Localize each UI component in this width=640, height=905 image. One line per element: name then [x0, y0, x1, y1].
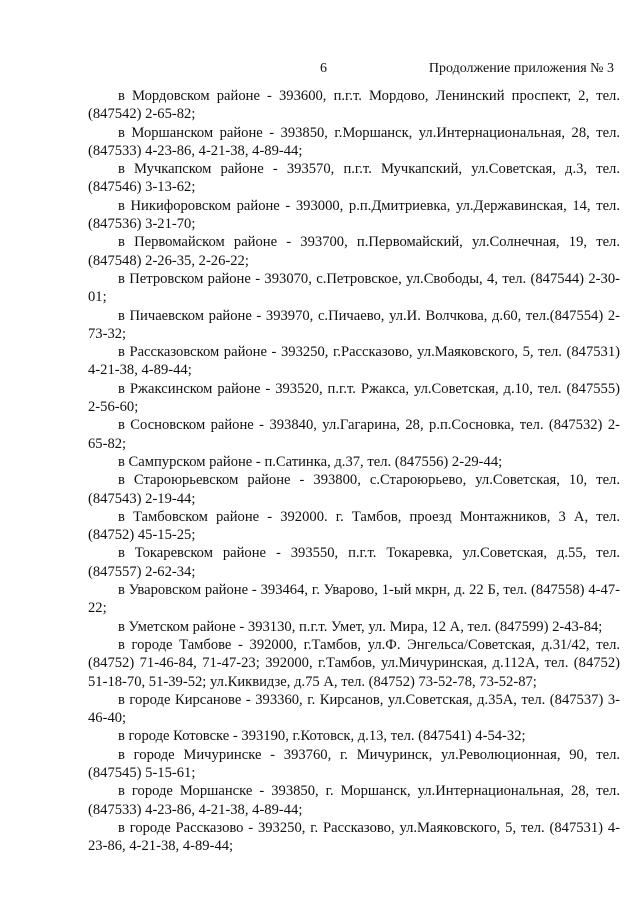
address-entry: в Петровском районе - 393070, с.Петровское, ул.Свободы, 4, тел. (847544) 2-30-01; — [88, 270, 620, 306]
address-entry: в Мордовском районе - 393600, п.г.т. Мордово, Ленинский проспект, 2, тел. (847542) 2-65-82; — [88, 88, 620, 123]
address-entry: в Ржаксинском районе - 393520, п.г.т. Ржакса, ул.Советская, д.10, тел. (847555) 2-56-60; — [88, 380, 620, 416]
address-entry: в Моршанском районе - 393850, г.Моршанск, ул.Интернациональная, 28, тел. (847533) 4-23-86, 4-21-38, 4-89-44; — [88, 124, 620, 159]
address-entry: в Староюрьевском районе - 393800, с.Староюрьево, ул.Советская, 10, тел. (847543) 2-19-44; — [88, 472, 620, 507]
page-number: 6 — [320, 61, 327, 76]
office-address-list — [88, 87, 620, 855]
appendix-continuation-label: Продолжение приложения № 3 — [428, 61, 614, 76]
address-entry: в Сосновском районе - 393840, ул.Гагарина, 28, р.п.Сосновка, тел. (847532) 2-65-82; — [88, 417, 620, 452]
address-entry: в городе Рассказово - 393250, г. Рассказово, ул.Маяковского, 5, тел. (847531) 4-23-86, 4-21-38, 4-89-44; — [88, 819, 620, 855]
address-entry: в Пичаевском районе - 393970, с.Пичаево, ул.И. Волчкова, д.60, тел.(847554) 2-73-32; — [88, 307, 620, 342]
address-entry: в Сампурском районе - п.Сатинка, д.37, тел. (847556) 2-29-44; — [118, 453, 503, 470]
address-entry: в городе Котовске - 393190, г.Котовск, д.13, тел. (847541) 4-54-32; — [118, 728, 526, 745]
address-entry: в Уметском районе - 393130, п.г.т. Умет, ул. Мира, 12 А, тел. (847599) 2-43-84; — [118, 618, 603, 635]
address-entry: в городе Тамбове - 392000, г.Тамбов, ул.Ф. Энгельса/Советская, д.31/42, тел.(84752) 71-46-84, 71-47-23; 392000, г.Тамбов, ул.Мичуринская, д.112А, тел. (84752) 51-18-70, 51-39-52; ул.Киквидзе, д.75 А, тел. (84752) 73-52-78, 73-52-87; — [88, 636, 620, 690]
address-entry: в городе Моршанске - 393850, г. Моршанск, ул.Интернациональная, 28, тел. (847533) 4-23-86, 4-21-38, 4-89-44; — [88, 783, 620, 818]
address-entry: в Первомайском районе - 393700, п.Первомайский, ул.Солнечная, 19, тел. (847548) 2-26-35, 2-26-22; — [88, 234, 620, 269]
address-entry: в городе Мичуринске - 393760, г. Мичуринск, ул.Революционная, 90, тел. (847545) 5-15-61; — [88, 746, 620, 781]
address-entry: в Никифоровском районе - 393000, р.п.Дмитриевка, ул.Державинская, 14, тел. (847536) 3-21-70; — [88, 197, 620, 233]
address-entry: в Рассказовском районе - 393250, г.Рассказово, ул.Маяковского, 5, тел. (847531) 4-21-38, 4-89-44; — [88, 344, 620, 379]
address-entry: в Токаревском районе - 393550, п.г.т. Токаревка, ул.Советская, д.55, тел. (847557) 2-62-34; — [88, 545, 620, 580]
address-entry: в Уваровском районе - 393464, г. Уварово, 1-ый мкрн, д. 22 Б, тел. (847558) 4-47-22; — [88, 582, 620, 617]
address-entry: в Мучкапском районе - 393570, п.г.т. Мучкапский, ул.Советская, д.3, тел. (847546) 3-13-62; — [88, 161, 620, 196]
address-entry: в городе Кирсанове - 393360, г. Кирсанов, ул.Советская, д.35А, тел. (847537) 3-46-40; — [88, 691, 620, 727]
address-entry: в Тамбовском районе - 392000. г. Тамбов, проезд Монтажников, 3 А, тел. (84752) 45-15-25; — [88, 508, 620, 544]
